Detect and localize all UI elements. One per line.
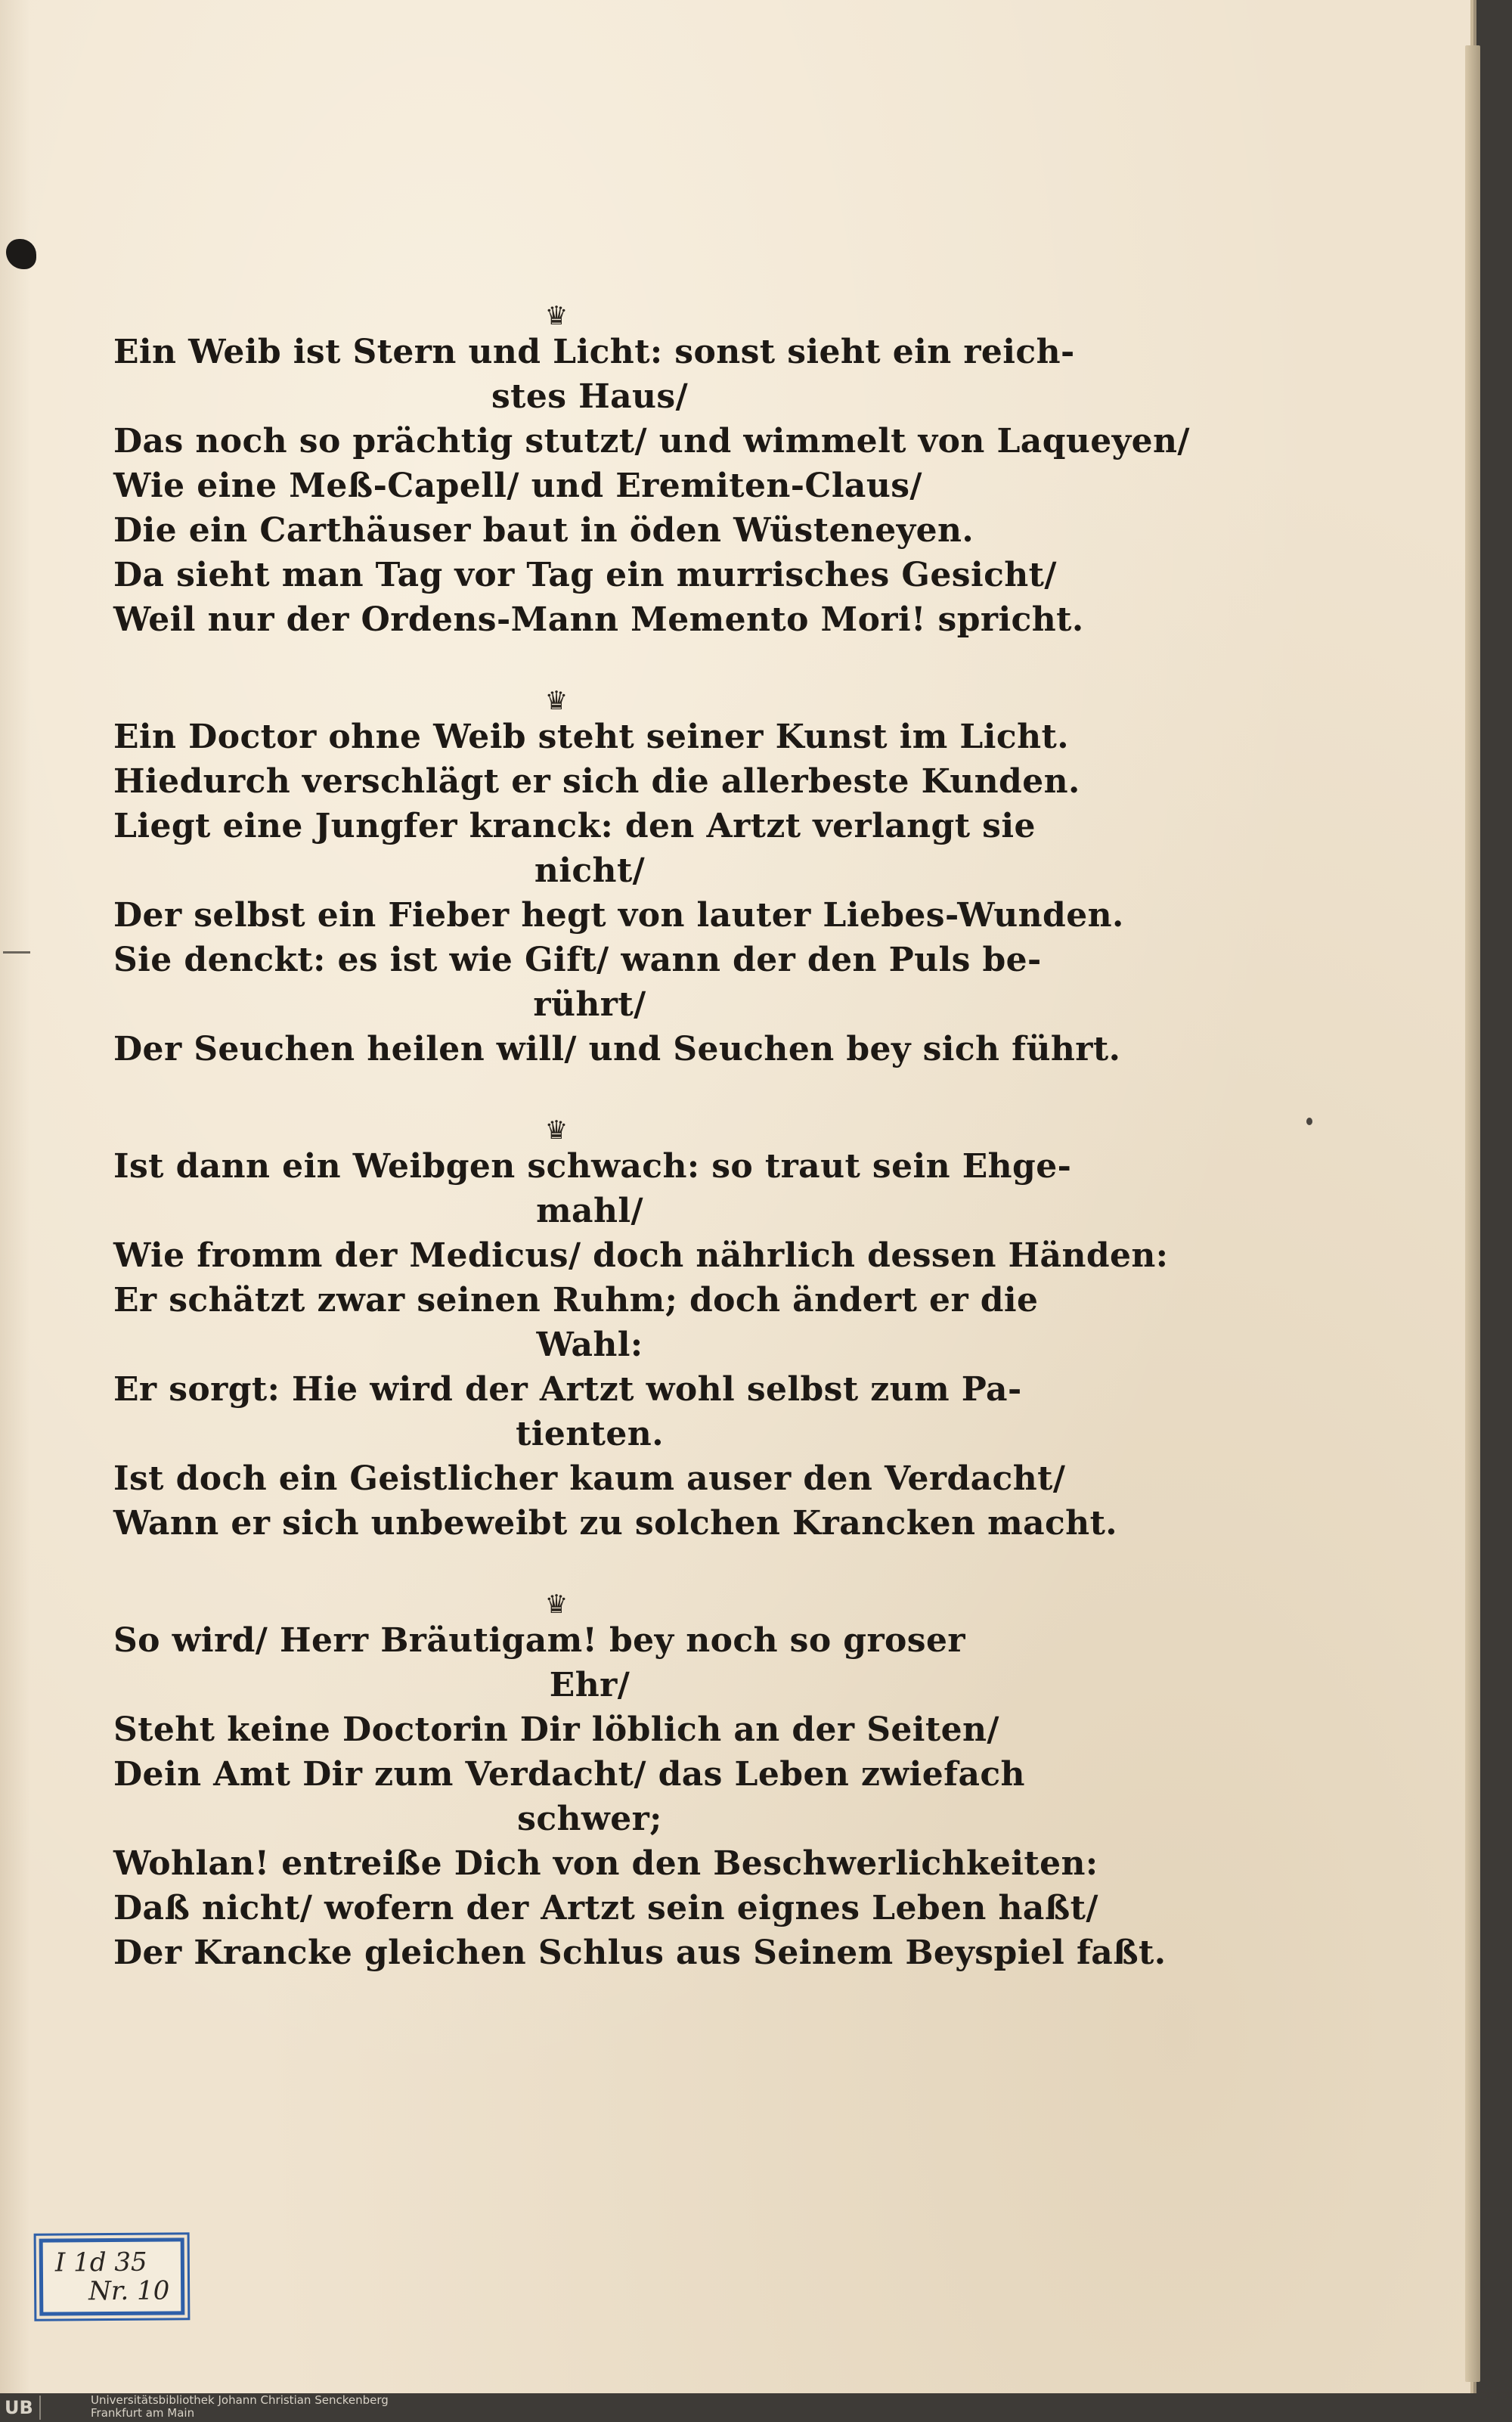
crown-ornament-icon: ♛: [544, 301, 569, 331]
page-edge: [1465, 45, 1480, 2382]
library-name-line-1: Universitätsbibliothek Johann Christian Senckenberg: [91, 2393, 389, 2407]
library-logo: UB: [5, 2396, 41, 2420]
verse-line: Hiedurch verschlägt er sich die allerbeste Kunden.: [113, 762, 1080, 801]
verse-line: Der Seuchen heilen will/ und Seuchen bey sich führt.: [113, 1030, 1121, 1068]
paper-speck: [1306, 1118, 1312, 1125]
verse-line: Weil nur der Ordens-Mann Memento Mori! spricht.: [113, 600, 1084, 639]
verse-line: Ein Doctor ohne Weib steht seiner Kunst im Licht.: [113, 718, 1069, 756]
shelfmark-label: [39, 2237, 185, 2315]
verse-line: Ist doch ein Geistlicher kaum auser den Verdacht/: [113, 1459, 1066, 1498]
verse-line: Der selbst ein Fieber hegt von lauter Liebes-Wunden.: [113, 896, 1124, 935]
crown-ornament-icon: ♛: [544, 1589, 569, 1620]
crown-ornament-icon: ♛: [544, 1115, 569, 1146]
verse-line: Daß nicht/ wofern der Artzt sein eignes Leben haßt/: [113, 1889, 1098, 1927]
shelfmark-line-2: Nr. 10: [88, 2275, 170, 2307]
verse-line: Da sieht man Tag vor Tag ein murrisches Gesicht/: [113, 556, 1057, 594]
verse-line: Wie fromm der Medicus/ doch nährlich dessen Händen:: [113, 1236, 1169, 1275]
verse-line: Der Krancke gleichen Schlus aus Seinem Beyspiel faßt.: [113, 1934, 1167, 1972]
poem-text: [113, 301, 1190, 2020]
verse-line: So wird/ Herr Bräutigam! bey noch so groser: [113, 1621, 965, 1660]
verse-line: Wann er sich unbeweibt zu solchen Krancken macht.: [113, 1504, 1118, 1543]
verse-line: Ist dann ein Weibgen schwach: so traut sein Ehge-: [113, 1147, 1072, 1186]
library-name-line-2: Frankfurt am Main: [91, 2406, 195, 2420]
stanza-1: [113, 301, 1190, 642]
library-name: [91, 2394, 389, 2420]
verse-continuation: schwer;: [517, 1800, 662, 1838]
stanza-3: [113, 1115, 1169, 1546]
verse-continuation: nicht/: [534, 851, 646, 890]
verse-line: Dein Amt Dir zum Verdacht/ das Leben zwiefach: [113, 1755, 1025, 1794]
verse-line: Er sorgt: Hie wird der Artzt wohl selbst zum Pa-: [113, 1370, 1022, 1409]
stanza-4: [113, 1589, 1167, 1975]
verse-line: Er schätzt zwar seinen Ruhm; doch ändert er die: [113, 1281, 1039, 1320]
verse-line: Ein Weib ist Stern und Licht: sonst sieht ein reich-: [113, 333, 1075, 371]
verse-line: Wie eine Meß-Capell/ und Eremiten-Claus/: [113, 467, 922, 505]
verse-continuation: Ehr/: [549, 1666, 631, 1704]
verse-line: Sie denckt: es ist wie Gift/ wann der den Puls be-: [113, 941, 1042, 979]
verse-line: Liegt eine Jungfer kranck: den Artzt verlangt sie: [113, 807, 1036, 845]
shelfmark-line-1: I 1d 35: [54, 2247, 147, 2278]
verse-continuation: mahl/: [536, 1192, 643, 1230]
verse-line: Wohlan! entreiße Dich von den Beschwerlichkeiten:: [113, 1844, 1098, 1883]
stanza-2: [113, 686, 1124, 1071]
verse-continuation: Wahl:: [536, 1326, 643, 1364]
verse-continuation: rührt/: [533, 985, 646, 1024]
verse-line: Das noch so prächtig stutzt/ und wimmelt von Laqueyen/: [113, 422, 1190, 461]
verse-line: Die ein Carthäuser baut in öden Wüsteneyen.: [113, 511, 974, 550]
verse-continuation: stes Haus/: [491, 377, 689, 416]
binding-mark: [3, 951, 30, 954]
verse-continuation: tienten.: [516, 1415, 664, 1453]
crown-ornament-icon: ♛: [544, 686, 569, 716]
verse-line: Steht keine Doctorin Dir löblich an der Seiten/: [113, 1710, 999, 1749]
